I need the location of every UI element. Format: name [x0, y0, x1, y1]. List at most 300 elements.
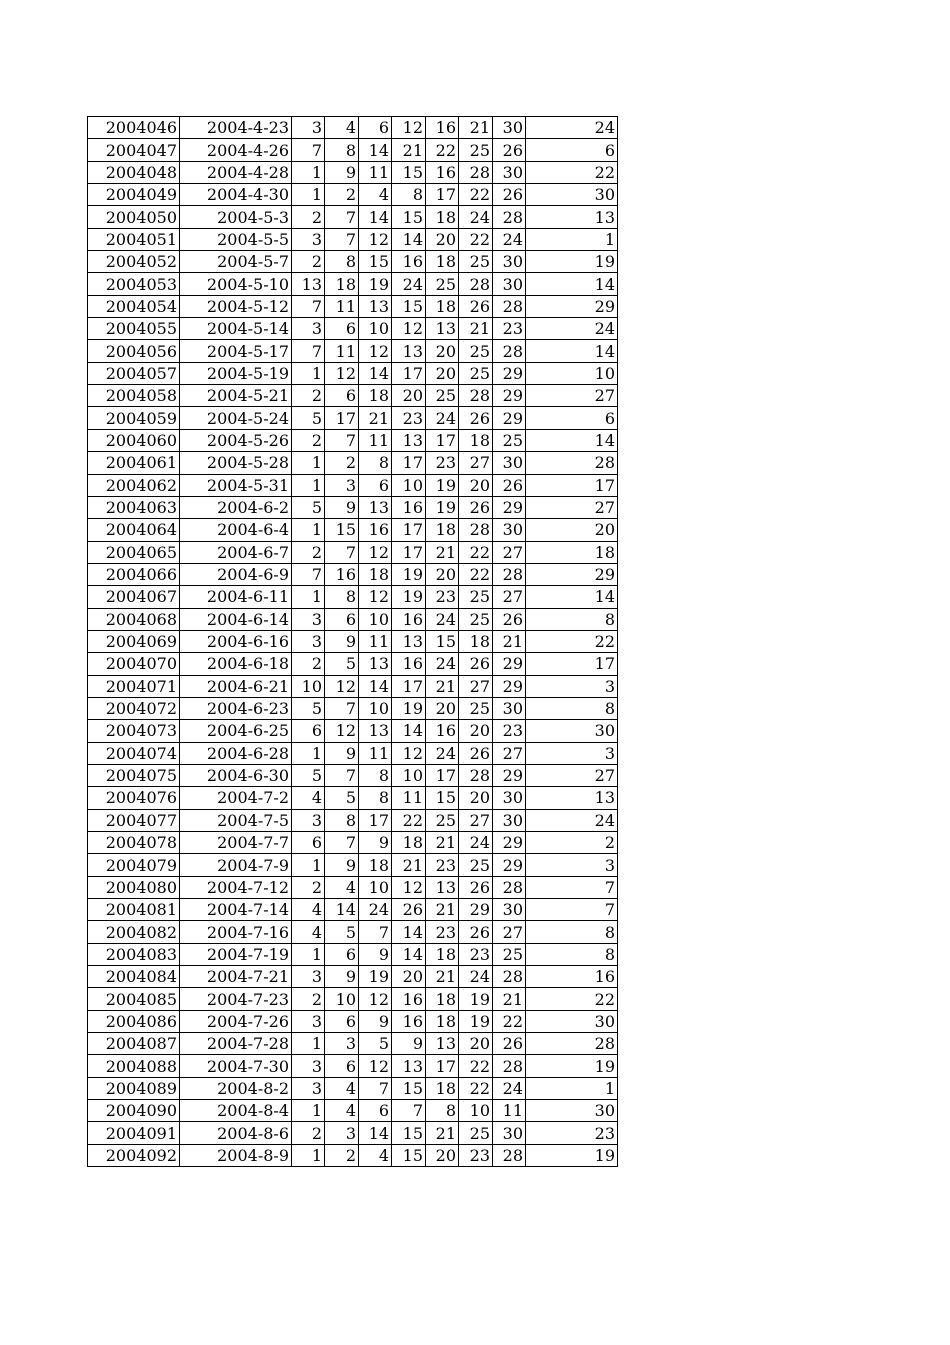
table-cell[interactable]: 17: [392, 452, 426, 474]
table-cell[interactable]: 10: [392, 764, 426, 786]
table-cell[interactable]: 2004-4-23: [180, 117, 292, 139]
table-cell[interactable]: 29: [526, 563, 618, 585]
table-cell[interactable]: 28: [493, 206, 526, 228]
table-cell[interactable]: 2004087: [88, 1033, 180, 1055]
table-cell[interactable]: 22: [392, 809, 426, 831]
table-cell[interactable]: 12: [359, 586, 392, 608]
table-cell[interactable]: 22: [459, 563, 493, 585]
table-cell[interactable]: 27: [493, 921, 526, 943]
table-cell[interactable]: 2004053: [88, 273, 180, 295]
table-cell[interactable]: 15: [392, 295, 426, 317]
table-cell[interactable]: 26: [459, 295, 493, 317]
table-cell[interactable]: 26: [493, 608, 526, 630]
table-cell[interactable]: 6: [325, 1055, 359, 1077]
table-cell[interactable]: 7: [325, 697, 359, 719]
table-cell[interactable]: 29: [493, 362, 526, 384]
table-cell[interactable]: 28: [526, 1033, 618, 1055]
table-cell[interactable]: 1: [292, 184, 325, 206]
table-cell[interactable]: 12: [392, 318, 426, 340]
table-cell[interactable]: 3: [526, 854, 618, 876]
table-cell[interactable]: 26: [459, 742, 493, 764]
table-cell[interactable]: 11: [325, 295, 359, 317]
table-cell[interactable]: 9: [325, 496, 359, 518]
table-cell[interactable]: 9: [359, 832, 392, 854]
table-cell[interactable]: 29: [493, 764, 526, 786]
table-cell[interactable]: 25: [459, 340, 493, 362]
table-cell[interactable]: 21: [426, 966, 459, 988]
table-cell[interactable]: 13: [292, 273, 325, 295]
table-cell[interactable]: 2004078: [88, 832, 180, 854]
table-cell[interactable]: 29: [493, 407, 526, 429]
table-cell[interactable]: 19: [459, 1010, 493, 1032]
table-cell[interactable]: 7: [325, 832, 359, 854]
table-cell[interactable]: 2004049: [88, 184, 180, 206]
table-cell[interactable]: 28: [459, 764, 493, 786]
table-cell[interactable]: 15: [392, 1122, 426, 1144]
table-cell[interactable]: 2004-8-4: [180, 1100, 292, 1122]
table-cell[interactable]: 2004-7-30: [180, 1055, 292, 1077]
table-cell[interactable]: 9: [325, 854, 359, 876]
table-cell[interactable]: 12: [359, 1055, 392, 1077]
table-cell[interactable]: 22: [493, 1010, 526, 1032]
table-cell[interactable]: 2004054: [88, 295, 180, 317]
table-cell[interactable]: 3: [325, 1122, 359, 1144]
table-cell[interactable]: 14: [526, 586, 618, 608]
table-cell[interactable]: 19: [426, 496, 459, 518]
table-cell[interactable]: 19: [392, 697, 426, 719]
table-cell[interactable]: 9: [359, 1010, 392, 1032]
table-cell[interactable]: 21: [426, 541, 459, 563]
table-cell[interactable]: 2: [292, 206, 325, 228]
table-cell[interactable]: 14: [526, 429, 618, 451]
table-cell[interactable]: 2: [325, 184, 359, 206]
table-cell[interactable]: 2004047: [88, 139, 180, 161]
table-cell[interactable]: 2: [325, 452, 359, 474]
table-cell[interactable]: 23: [426, 452, 459, 474]
table-cell[interactable]: 10: [292, 675, 325, 697]
table-cell[interactable]: 2: [292, 429, 325, 451]
table-cell[interactable]: 27: [493, 742, 526, 764]
table-cell[interactable]: 10: [459, 1100, 493, 1122]
table-cell[interactable]: 18: [459, 429, 493, 451]
table-cell[interactable]: 25: [459, 608, 493, 630]
table-cell[interactable]: 2004089: [88, 1077, 180, 1099]
table-cell[interactable]: 15: [392, 206, 426, 228]
table-cell[interactable]: 15: [325, 519, 359, 541]
table-cell[interactable]: 29: [493, 496, 526, 518]
table-cell[interactable]: 2004-6-30: [180, 764, 292, 786]
table-cell[interactable]: 13: [526, 787, 618, 809]
table-cell[interactable]: 27: [526, 764, 618, 786]
table-cell[interactable]: 29: [459, 899, 493, 921]
table-cell[interactable]: 2004066: [88, 563, 180, 585]
table-cell[interactable]: 15: [392, 1144, 426, 1166]
table-cell[interactable]: 2: [526, 832, 618, 854]
table-cell[interactable]: 24: [526, 117, 618, 139]
table-cell[interactable]: 2004-6-25: [180, 720, 292, 742]
table-cell[interactable]: 28: [459, 385, 493, 407]
table-cell[interactable]: 7: [325, 206, 359, 228]
table-cell[interactable]: 22: [459, 184, 493, 206]
table-cell[interactable]: 2004084: [88, 966, 180, 988]
table-cell[interactable]: 2004-5-26: [180, 429, 292, 451]
table-cell[interactable]: 30: [493, 117, 526, 139]
table-cell[interactable]: 19: [459, 988, 493, 1010]
table-cell[interactable]: 28: [493, 1055, 526, 1077]
table-cell[interactable]: 1: [292, 362, 325, 384]
table-cell[interactable]: 20: [392, 385, 426, 407]
table-cell[interactable]: 1: [292, 742, 325, 764]
table-cell[interactable]: 22: [426, 139, 459, 161]
table-cell[interactable]: 8: [526, 943, 618, 965]
table-cell[interactable]: 5: [292, 496, 325, 518]
table-cell[interactable]: 25: [493, 943, 526, 965]
table-cell[interactable]: 2004074: [88, 742, 180, 764]
table-cell[interactable]: 10: [325, 988, 359, 1010]
table-cell[interactable]: 13: [359, 720, 392, 742]
table-cell[interactable]: 4: [359, 184, 392, 206]
table-cell[interactable]: 14: [359, 675, 392, 697]
table-cell[interactable]: 24: [526, 318, 618, 340]
table-cell[interactable]: 2004-7-19: [180, 943, 292, 965]
table-cell[interactable]: 10: [392, 474, 426, 496]
table-cell[interactable]: 24: [526, 809, 618, 831]
table-cell[interactable]: 8: [392, 184, 426, 206]
table-cell[interactable]: 20: [426, 362, 459, 384]
table-cell[interactable]: 2: [325, 1144, 359, 1166]
table-cell[interactable]: 30: [526, 184, 618, 206]
table-cell[interactable]: 10: [359, 876, 392, 898]
table-cell[interactable]: 24: [493, 228, 526, 250]
table-cell[interactable]: 28: [493, 563, 526, 585]
table-cell[interactable]: 2004063: [88, 496, 180, 518]
table-cell[interactable]: 5: [359, 1033, 392, 1055]
table-cell[interactable]: 22: [526, 630, 618, 652]
table-cell[interactable]: 2004-5-28: [180, 452, 292, 474]
table-cell[interactable]: 2004086: [88, 1010, 180, 1032]
table-cell[interactable]: 1: [292, 586, 325, 608]
table-cell[interactable]: 7: [292, 295, 325, 317]
table-cell[interactable]: 14: [392, 228, 426, 250]
table-cell[interactable]: 2004-6-2: [180, 496, 292, 518]
table-cell[interactable]: 27: [526, 496, 618, 518]
table-cell[interactable]: 2: [292, 385, 325, 407]
table-cell[interactable]: 1: [292, 519, 325, 541]
table-cell[interactable]: 27: [459, 452, 493, 474]
table-cell[interactable]: 2004-7-7: [180, 832, 292, 854]
table-cell[interactable]: 22: [459, 1055, 493, 1077]
table-cell[interactable]: 25: [426, 385, 459, 407]
table-cell[interactable]: 16: [392, 1010, 426, 1032]
table-cell[interactable]: 2004052: [88, 251, 180, 273]
table-cell[interactable]: 1: [292, 1033, 325, 1055]
table-cell[interactable]: 18: [526, 541, 618, 563]
table-cell[interactable]: 11: [325, 340, 359, 362]
table-cell[interactable]: 12: [392, 876, 426, 898]
table-cell[interactable]: 1: [292, 161, 325, 183]
table-cell[interactable]: 1: [526, 1077, 618, 1099]
table-cell[interactable]: 22: [459, 541, 493, 563]
table-cell[interactable]: 17: [392, 541, 426, 563]
table-cell[interactable]: 9: [325, 742, 359, 764]
table-cell[interactable]: 7: [325, 228, 359, 250]
table-cell[interactable]: 17: [392, 675, 426, 697]
table-cell[interactable]: 13: [426, 1033, 459, 1055]
table-cell[interactable]: 2004-5-7: [180, 251, 292, 273]
table-cell[interactable]: 6: [359, 1100, 392, 1122]
table-cell[interactable]: 6: [526, 139, 618, 161]
table-cell[interactable]: 18: [325, 273, 359, 295]
table-cell[interactable]: 7: [325, 541, 359, 563]
table-cell[interactable]: 15: [359, 251, 392, 273]
table-cell[interactable]: 2004092: [88, 1144, 180, 1166]
table-cell[interactable]: 21: [359, 407, 392, 429]
table-cell[interactable]: 23: [459, 1144, 493, 1166]
table-cell[interactable]: 18: [426, 295, 459, 317]
table-cell[interactable]: 25: [459, 854, 493, 876]
table-cell[interactable]: 8: [359, 787, 392, 809]
table-cell[interactable]: 10: [526, 362, 618, 384]
table-cell[interactable]: 2004-5-31: [180, 474, 292, 496]
table-cell[interactable]: 12: [359, 340, 392, 362]
table-cell[interactable]: 13: [392, 429, 426, 451]
table-cell[interactable]: 4: [292, 921, 325, 943]
table-cell[interactable]: 1: [526, 228, 618, 250]
table-cell[interactable]: 2004068: [88, 608, 180, 630]
table-cell[interactable]: 6: [359, 474, 392, 496]
table-cell[interactable]: 30: [493, 161, 526, 183]
table-cell[interactable]: 21: [426, 675, 459, 697]
table-cell[interactable]: 2004-7-26: [180, 1010, 292, 1032]
table-cell[interactable]: 29: [493, 653, 526, 675]
table-cell[interactable]: 26: [493, 474, 526, 496]
table-cell[interactable]: 2004-5-10: [180, 273, 292, 295]
table-cell[interactable]: 2004085: [88, 988, 180, 1010]
table-cell[interactable]: 4: [292, 787, 325, 809]
table-cell[interactable]: 16: [392, 608, 426, 630]
table-cell[interactable]: 9: [325, 630, 359, 652]
table-cell[interactable]: 23: [426, 854, 459, 876]
table-cell[interactable]: 18: [459, 630, 493, 652]
table-cell[interactable]: 7: [292, 340, 325, 362]
table-cell[interactable]: 30: [493, 273, 526, 295]
table-cell[interactable]: 26: [493, 139, 526, 161]
table-cell[interactable]: 29: [493, 675, 526, 697]
table-cell[interactable]: 14: [526, 340, 618, 362]
table-cell[interactable]: 25: [459, 251, 493, 273]
table-cell[interactable]: 2004-5-17: [180, 340, 292, 362]
table-cell[interactable]: 2004-4-26: [180, 139, 292, 161]
table-cell[interactable]: 17: [426, 429, 459, 451]
table-cell[interactable]: 19: [426, 474, 459, 496]
table-cell[interactable]: 7: [325, 429, 359, 451]
table-cell[interactable]: 5: [292, 697, 325, 719]
table-cell[interactable]: 5: [292, 407, 325, 429]
table-cell[interactable]: 16: [325, 563, 359, 585]
table-cell[interactable]: 26: [459, 496, 493, 518]
table-cell[interactable]: 1: [292, 474, 325, 496]
table-cell[interactable]: 2: [292, 541, 325, 563]
table-cell[interactable]: 4: [359, 1144, 392, 1166]
table-cell[interactable]: 26: [459, 876, 493, 898]
table-cell[interactable]: 8: [526, 608, 618, 630]
table-cell[interactable]: 2004076: [88, 787, 180, 809]
table-cell[interactable]: 6: [325, 318, 359, 340]
table-cell[interactable]: 3: [292, 228, 325, 250]
table-cell[interactable]: 2004-5-3: [180, 206, 292, 228]
table-cell[interactable]: 27: [493, 541, 526, 563]
table-cell[interactable]: 2004055: [88, 318, 180, 340]
table-cell[interactable]: 24: [459, 832, 493, 854]
table-cell[interactable]: 2004-7-28: [180, 1033, 292, 1055]
table-cell[interactable]: 17: [359, 809, 392, 831]
table-cell[interactable]: 23: [459, 943, 493, 965]
table-cell[interactable]: 7: [526, 899, 618, 921]
table-cell[interactable]: 28: [493, 1144, 526, 1166]
table-cell[interactable]: 23: [426, 586, 459, 608]
table-cell[interactable]: 27: [526, 385, 618, 407]
table-cell[interactable]: 12: [325, 362, 359, 384]
table-cell[interactable]: 1: [292, 943, 325, 965]
table-cell[interactable]: 4: [325, 1077, 359, 1099]
table-cell[interactable]: 13: [392, 340, 426, 362]
table-cell[interactable]: 16: [392, 988, 426, 1010]
table-cell[interactable]: 2004-7-16: [180, 921, 292, 943]
table-cell[interactable]: 30: [493, 697, 526, 719]
table-cell[interactable]: 24: [426, 742, 459, 764]
table-cell[interactable]: 15: [392, 1077, 426, 1099]
table-cell[interactable]: 24: [426, 653, 459, 675]
table-cell[interactable]: 23: [392, 407, 426, 429]
table-cell[interactable]: 3: [292, 1010, 325, 1032]
table-cell[interactable]: 2: [292, 653, 325, 675]
table-cell[interactable]: 10: [359, 608, 392, 630]
table-cell[interactable]: 2004058: [88, 385, 180, 407]
table-cell[interactable]: 12: [325, 720, 359, 742]
table-cell[interactable]: 2004082: [88, 921, 180, 943]
table-cell[interactable]: 3: [325, 1033, 359, 1055]
table-cell[interactable]: 20: [526, 519, 618, 541]
table-cell[interactable]: 2004081: [88, 899, 180, 921]
table-cell[interactable]: 2004-5-24: [180, 407, 292, 429]
table-cell[interactable]: 15: [392, 161, 426, 183]
table-cell[interactable]: 21: [459, 117, 493, 139]
table-cell[interactable]: 5: [325, 653, 359, 675]
table-cell[interactable]: 8: [526, 921, 618, 943]
table-cell[interactable]: 27: [459, 809, 493, 831]
table-cell[interactable]: 30: [493, 251, 526, 273]
table-cell[interactable]: 2004-4-28: [180, 161, 292, 183]
table-cell[interactable]: 30: [526, 1100, 618, 1122]
table-cell[interactable]: 13: [359, 295, 392, 317]
table-cell[interactable]: 4: [325, 117, 359, 139]
table-cell[interactable]: 24: [359, 899, 392, 921]
table-cell[interactable]: 17: [426, 1055, 459, 1077]
table-cell[interactable]: 11: [359, 429, 392, 451]
table-cell[interactable]: 28: [459, 519, 493, 541]
table-cell[interactable]: 3: [292, 630, 325, 652]
table-cell[interactable]: 24: [493, 1077, 526, 1099]
table-cell[interactable]: 2004083: [88, 943, 180, 965]
table-cell[interactable]: 19: [392, 586, 426, 608]
table-cell[interactable]: 21: [426, 1122, 459, 1144]
table-cell[interactable]: 2004071: [88, 675, 180, 697]
table-cell[interactable]: 15: [426, 787, 459, 809]
table-cell[interactable]: 13: [359, 496, 392, 518]
table-cell[interactable]: 16: [359, 519, 392, 541]
table-cell[interactable]: 2004073: [88, 720, 180, 742]
table-cell[interactable]: 30: [526, 720, 618, 742]
table-cell[interactable]: 9: [392, 1033, 426, 1055]
table-cell[interactable]: 2004-8-9: [180, 1144, 292, 1166]
table-cell[interactable]: 18: [359, 385, 392, 407]
table-cell[interactable]: 25: [493, 429, 526, 451]
table-cell[interactable]: 7: [292, 139, 325, 161]
table-cell[interactable]: 26: [493, 1033, 526, 1055]
table-cell[interactable]: 3: [292, 608, 325, 630]
table-cell[interactable]: 29: [493, 385, 526, 407]
table-cell[interactable]: 26: [459, 921, 493, 943]
table-cell[interactable]: 19: [526, 1144, 618, 1166]
table-cell[interactable]: 14: [359, 362, 392, 384]
table-cell[interactable]: 16: [392, 251, 426, 273]
table-cell[interactable]: 27: [459, 675, 493, 697]
table-cell[interactable]: 2004080: [88, 876, 180, 898]
table-cell[interactable]: 3: [526, 742, 618, 764]
table-cell[interactable]: 3: [292, 809, 325, 831]
table-cell[interactable]: 18: [426, 943, 459, 965]
table-cell[interactable]: 22: [526, 161, 618, 183]
table-cell[interactable]: 2004046: [88, 117, 180, 139]
table-cell[interactable]: 14: [359, 1122, 392, 1144]
table-cell[interactable]: 2004-8-6: [180, 1122, 292, 1144]
table-cell[interactable]: 18: [426, 988, 459, 1010]
table-cell[interactable]: 2: [292, 876, 325, 898]
table-cell[interactable]: 21: [493, 988, 526, 1010]
table-cell[interactable]: 24: [459, 206, 493, 228]
table-cell[interactable]: 25: [426, 809, 459, 831]
table-cell[interactable]: 21: [426, 832, 459, 854]
table-cell[interactable]: 12: [392, 117, 426, 139]
table-cell[interactable]: 21: [459, 318, 493, 340]
table-cell[interactable]: 2004064: [88, 519, 180, 541]
table-cell[interactable]: 13: [426, 876, 459, 898]
table-cell[interactable]: 2004-7-2: [180, 787, 292, 809]
table-cell[interactable]: 28: [493, 295, 526, 317]
table-cell[interactable]: 2004-7-5: [180, 809, 292, 831]
table-cell[interactable]: 6: [359, 117, 392, 139]
table-cell[interactable]: 29: [526, 295, 618, 317]
table-cell[interactable]: 20: [426, 228, 459, 250]
table-cell[interactable]: 9: [359, 943, 392, 965]
table-cell[interactable]: 2004-5-12: [180, 295, 292, 317]
table-cell[interactable]: 2004-6-28: [180, 742, 292, 764]
table-cell[interactable]: 7: [359, 921, 392, 943]
table-cell[interactable]: 18: [359, 854, 392, 876]
table-cell[interactable]: 29: [493, 854, 526, 876]
table-cell[interactable]: 1: [292, 1100, 325, 1122]
table-cell[interactable]: 2004067: [88, 586, 180, 608]
table-cell[interactable]: 2004-7-21: [180, 966, 292, 988]
table-cell[interactable]: 29: [493, 832, 526, 854]
table-cell[interactable]: 25: [459, 139, 493, 161]
table-cell[interactable]: 21: [392, 139, 426, 161]
table-cell[interactable]: 30: [493, 787, 526, 809]
table-cell[interactable]: 23: [426, 921, 459, 943]
table-cell[interactable]: 3: [526, 675, 618, 697]
table-cell[interactable]: 2004-7-12: [180, 876, 292, 898]
table-cell[interactable]: 20: [459, 787, 493, 809]
